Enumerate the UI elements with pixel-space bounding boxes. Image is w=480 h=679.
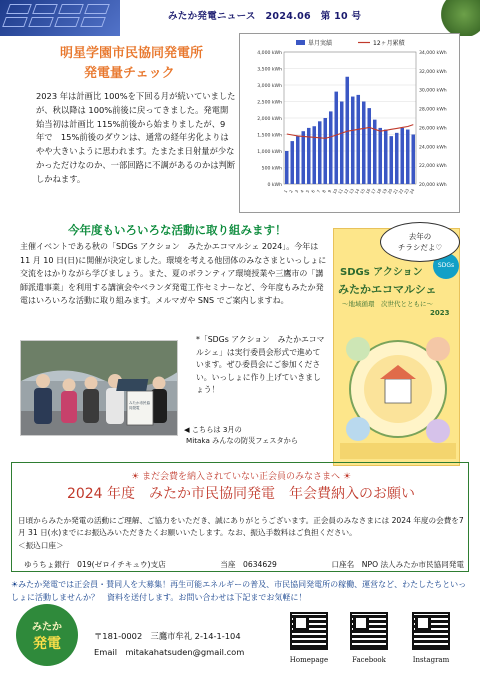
bank-details [24,559,464,570]
homepage-label: Homepage [289,656,329,664]
x-tick-label: 18 [375,187,383,195]
speech-bubble [380,222,460,262]
facebook-qr-code[interactable] [350,612,388,650]
x-tick-label: 14 [353,187,361,195]
solar-panel-illustration [0,0,120,36]
x-tick-label: 22 [397,187,405,195]
caption-line2: Mitaka みんなの防災フェスタから [186,436,299,445]
bar [340,102,344,185]
bar [411,135,415,185]
caption-arrow-icon: ◀ [184,425,190,434]
left-tick-label: 1,000 kWh [257,150,282,155]
x-tick-label: 12 [342,187,350,195]
flyer-line2: みたかエコマルシェ [338,283,437,296]
x-tick-label: 7 [315,188,322,194]
flyer-line3: 〜地域循環 次世代とともに〜 [342,300,433,308]
bar [312,126,316,184]
generation-chart [239,33,460,213]
flyer-year: 2023 [430,309,450,317]
article1-title-line2: 発電量チェック [84,66,175,81]
instagram-qr-code[interactable] [412,612,450,650]
flyer-line1: SDGs アクション [340,267,423,278]
bar [356,95,360,184]
sdgs-badge: SDGs [433,253,459,279]
legend-line-label: 12ヶ月累積 [373,40,405,47]
bar [296,136,300,184]
bar [384,130,388,184]
left-tick-label: 2,500 kWh [257,100,282,106]
x-tick-label: 21 [392,187,399,195]
flyer-illustration [340,319,456,459]
x-tick-label: 3 [293,188,300,194]
article2-title: 今年度もいろいろな活動に取り組みます！ [68,223,287,237]
recruitment-notice: ☀みたか発電では正会員・賛同人を大募集！再生可能エネルギーの普及、市民協同発電所の稼働、運営など、わたしたちといっしょに活動しませんか？ 資料を送付します。お問い合わせは下記までお気軽に！ [11,580,467,602]
x-tick-label: 5 [304,188,311,194]
right-tick-label: 22,000 kWh [419,164,447,170]
account-type: 当座 0634629 [220,560,277,569]
caption-line1: こちらは 3月の [191,425,242,434]
x-tick-label: 9 [326,188,333,194]
x-tick-label: 4 [299,188,305,194]
bar [400,128,404,184]
right-tick-label: 30,000 kWh [419,88,447,94]
legend-bar-swatch [296,40,305,45]
left-tick-label: 2,000 kWh [257,117,282,122]
x-tick-label: 10 [331,187,339,195]
x-tick-label: 17 [370,187,377,195]
x-tick-label: 15 [359,187,366,195]
right-tick-label: 26,000 kWh [419,126,447,132]
legend-bar-label: 単月実績 [308,40,333,47]
right-tick-label: 32,000 kWh [419,69,447,75]
membership-fee-box [11,462,469,572]
left-tick-label: 4,000 kWh [257,51,282,56]
x-tick-label: 2 [288,188,294,194]
committee-note: *「SDGs アクション みたかエコマルシェ」は実行委員会形式で進めています。ぜひ委員会にご参加ください。いっしょに作り上げていきましょう！ [196,335,325,395]
bank-name: ゆうちょ銀行 019(ゼロイチキュウ)支店 [24,560,166,569]
x-tick-label: 19 [381,187,388,195]
x-tick-label: 6 [310,188,316,194]
bar [389,136,393,184]
logo-line1: みたか [32,622,62,633]
bar [301,131,305,184]
x-tick-label: 1 [282,188,289,194]
article1-title-line1: 明星学園市民協同発電所 [60,46,204,61]
fee-body [18,515,464,552]
mitaka-hatsuden-logo [16,604,78,666]
x-tick-label: 16 [364,187,372,195]
bubble-line2: チラシだよ♡ [397,243,443,252]
article1-body: 2023 年は計画比 100%を下回る月が続いていましたが、秋以降は 100%前後に戻ってきました。発電開始当初は計画比 115%前後から始まりましたが、9 年で 15%前後のダウンは、通常の経年劣化よりはやや大きいように思われます。たまたま日射量が少なかっただけなのか、一部回路に不調があるのかは判断しかねます。 [36,91,236,184]
bar [334,92,338,184]
bar [406,130,410,184]
x-tick-label: 20 [386,187,394,195]
bar [378,128,382,184]
bar [362,102,366,185]
homepage-qr-code[interactable] [290,612,328,650]
x-tick-label: 24 [408,187,416,195]
contact-email[interactable]: Email mitakahatsuden@gmail.com [94,647,245,657]
instagram-label: Instagram [412,656,450,664]
bank-header: ＜振込口座＞ [18,540,64,550]
bar [290,141,294,184]
photo-caption [184,424,334,446]
bar [367,108,371,184]
bar [318,121,322,184]
newsletter-title: みたか発電ニュース 2024.06 第 10 号 [168,11,362,22]
left-tick-label: 0 kWh [267,183,282,188]
bar [395,133,399,184]
x-tick-label: 8 [321,188,327,194]
left-tick-label: 3,000 kWh [257,84,282,89]
bar [329,111,333,184]
bar [323,118,327,184]
left-tick-label: 3,500 kWh [257,67,282,73]
logo-line2: 発電 [33,636,61,652]
facebook-label: Facebook [352,656,386,664]
right-tick-label: 34,000 kWh [419,51,447,56]
x-tick-label: 23 [403,187,410,195]
bubble-line1: 去年の [408,232,432,241]
fee-subtitle: ☀ まだ会費を納入されていない正会員のみなさまへ ☀ [131,472,351,482]
account-holder: 口座名 NPO 法人みたか市民協同発電 [331,560,464,569]
right-tick-label: 28,000 kWh [419,107,447,113]
bar [345,77,349,184]
cumulative-line [287,125,414,139]
chart-svg [240,34,461,214]
fee-body-text: 日頃からみたか発電の活動にご理解、ご協力をいただき、誠にありがとうございます。正会員のみなさまには 2024 年度の会費を7月 31 日(水)までにお振込みいただきたくお願いいたします。なお、振込手数料はご負担ください。 [18,516,464,538]
right-tick-label: 24,000 kWh [419,145,447,151]
x-tick-label: 13 [348,187,355,195]
left-tick-label: 500 kWh [261,166,282,172]
fee-title: 2024 年度 みたか市民協同発電 年会費納入のお願い [66,486,416,502]
article2-body: 主催イベントである秋の「SDGs アクション みたかエコマルシェ 2024」。今年は 11 月 10 日(日)に開催が決定しました。環境を考える他団体のみなさまといっしょに交流をはかりながら学びましょう。また、夏のボランティア環境授業や三鷹市の「講師派遣事業」を利用する講演会やベランダ発電工作セミナーなど、今年度もみたか発電はいろいろな活動に取り組みます。メルマガや SNS でご案内しますね。 [20,242,327,306]
x-tick-label: 11 [337,187,344,195]
left-tick-label: 1,500 kWh [257,133,282,139]
festival-photo [20,340,178,436]
bar [351,97,355,184]
bar [285,151,289,184]
contact-address: 〒181-0002 三鷹市牟礼 2-14-1-104 [94,631,241,641]
tree-illustration [440,0,480,36]
previous-flyer [333,228,460,466]
photo-sign: みたか市民協同発電 [129,401,150,410]
right-tick-label: 20,000 kWh [419,183,447,188]
